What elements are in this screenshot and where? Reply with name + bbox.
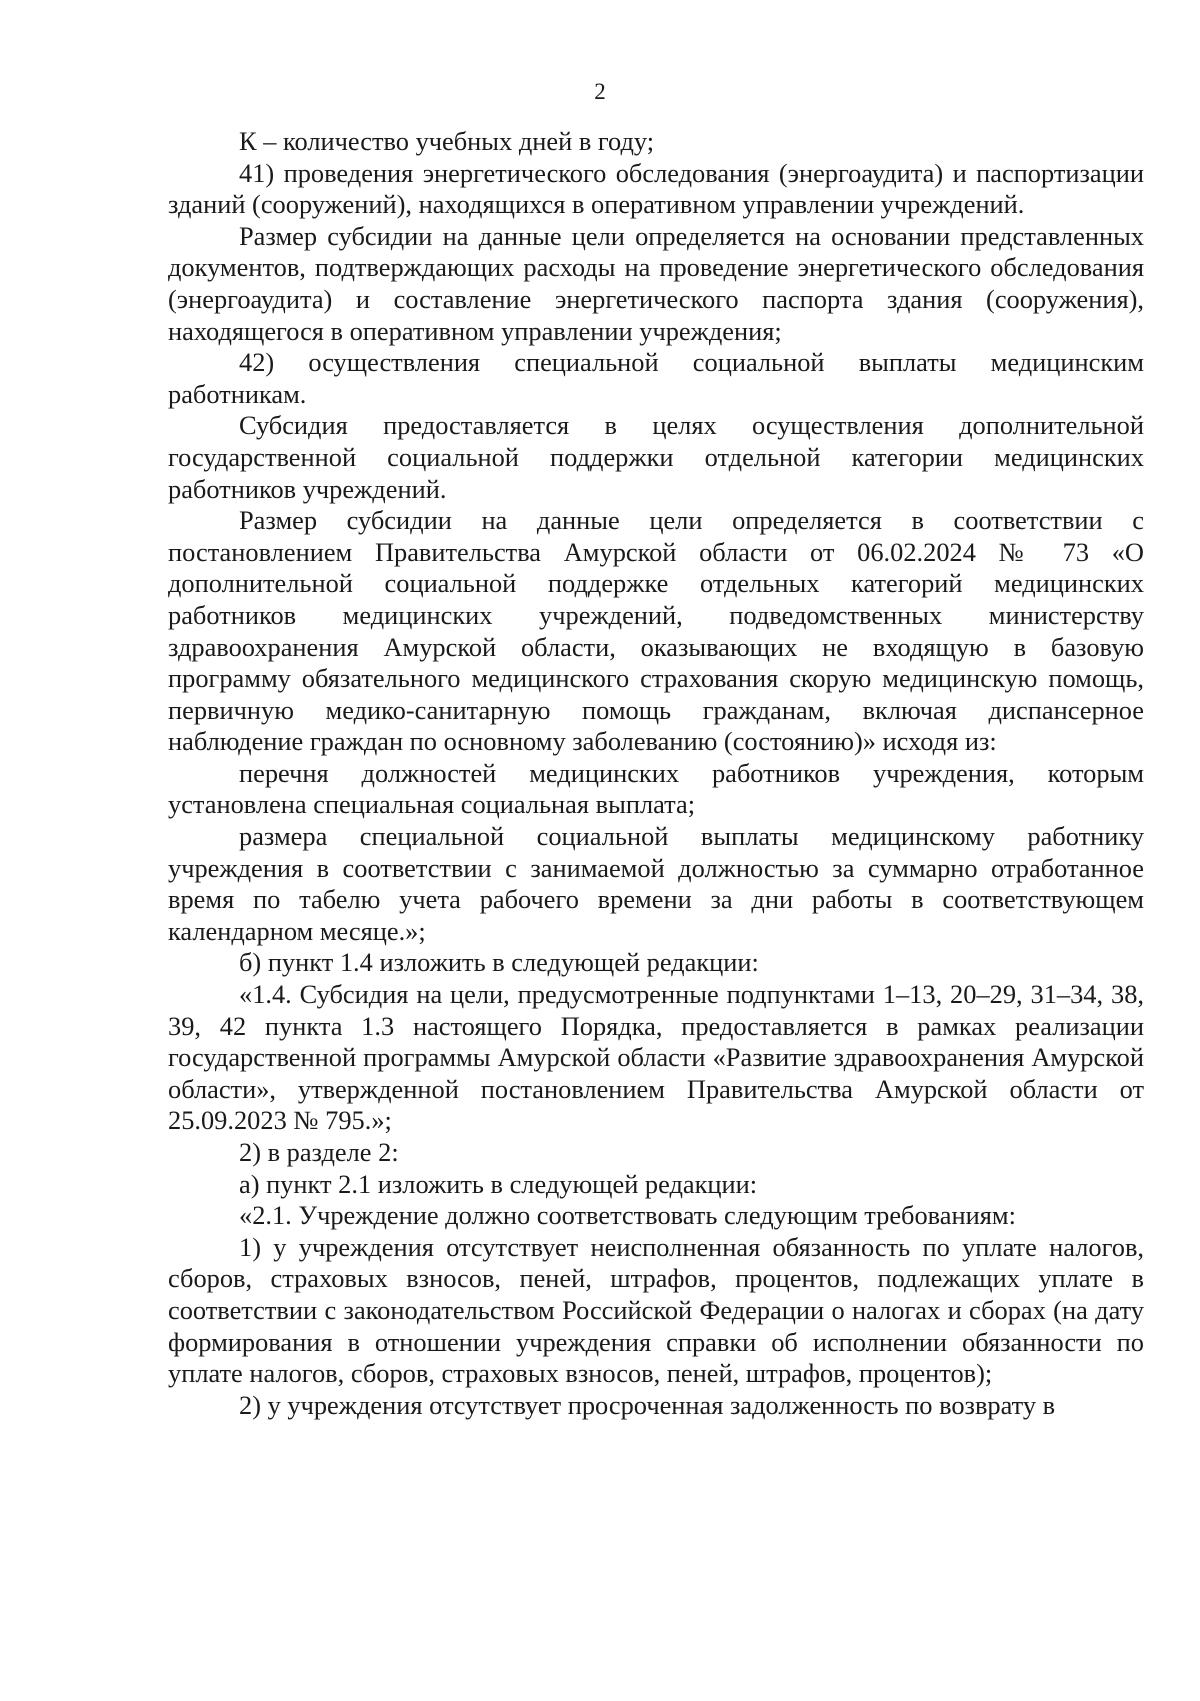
paragraph: 2) в разделе 2:: [239, 1137, 399, 1167]
paragraph: 42) осуществления специальной социальной выплаты медицинским работникам.: [168, 347, 1144, 409]
paragraph: К – количество учебных дней в году;: [239, 126, 655, 156]
paragraph: Размер субсидии на данные цели определяется на основании представленных документов, подтверждающих расходы на проведение энергетического обследования (энергоаудита) и составление энергетического паспорта здания (сооружения), находящегося в оперативном управлении учреждения;: [168, 220, 1144, 346]
paragraph: 2) у учреждения отсутствует просроченная задолженность по возврату в: [239, 1389, 1056, 1420]
paragraph: перечня должностей медицинских работников учреждения, которым установлена специальная социальная выплата;: [168, 757, 1144, 820]
paragraph: 1) у учреждения отсутствует неисполненная обязанность по уплате налогов, сборов, страховых взносов, пеней, штрафов, процентов, подлежащих уплате в соответствии с законодательством Российской Федерации о налогах и сборах (на дату формирования в отношении учреждения справки об исполнении обязанности по уплате налогов, сборов, страховых взносов, пеней, штрафов, процентов);: [168, 1231, 1144, 1389]
paragraph: размера специальной социальной выплаты медицинскому работнику учреждения в соответствии с занимаемой должностью за суммарно отработанное время по табелю учета рабочего времени за дни работы в соответствующем календарном месяце.»;: [168, 821, 1144, 946]
document-body: [168, 126, 1144, 1421]
paragraph: «2.1. Учреждение должно соответствовать следующим требованиям:: [239, 1200, 1016, 1231]
paragraph: а) пункт 2.1 изложить в следующей редакции:: [239, 1168, 758, 1199]
paragraph: 41) проведения энергетического обследования (энергоаудита) и паспортизации зданий (сооружений), находящихся в оперативном управлении учреждений.: [168, 157, 1144, 220]
paragraph: Субсидия предоставляется в целях осуществления дополнительной государственной социальной поддержки отдельной категории медицинских работников учреждений.: [168, 410, 1144, 504]
paragraph: Размер субсидии на данные цели определяется в соответствии с постановлением Правительства Амурской области от 06.02.2024 № 73 «О дополнительной социальной поддержке отдельных категорий медицинских работников медицинских учреждений, подведомственных министерству здравоохранения Амурской области, оказывающих не входящую в базовую программу обязательного медицинского страхования скорую медицинскую помощь, первичную медико-санитарную помощь гражданам, включая диспансерное наблюдение граждан по основному заболеванию (состоянию)» исходя из:: [168, 505, 1144, 757]
paragraph: «1.4. Субсидия на цели, предусмотренные подпунктами 1–13, 20–29, 31–34, 38, 39, 42 пункта 1.3 настоящего Порядка, предоставляется в рамках реализации государственной программы Амурской области «Развитие здравоохранения Амурской области», утвержденной постановлением Правительства Амурской области от 25.09.2023 № 795.»;: [168, 979, 1144, 1136]
page-number: 2: [594, 79, 606, 104]
paragraph: б) пункт 1.4 изложить в следующей редакции:: [239, 947, 759, 978]
